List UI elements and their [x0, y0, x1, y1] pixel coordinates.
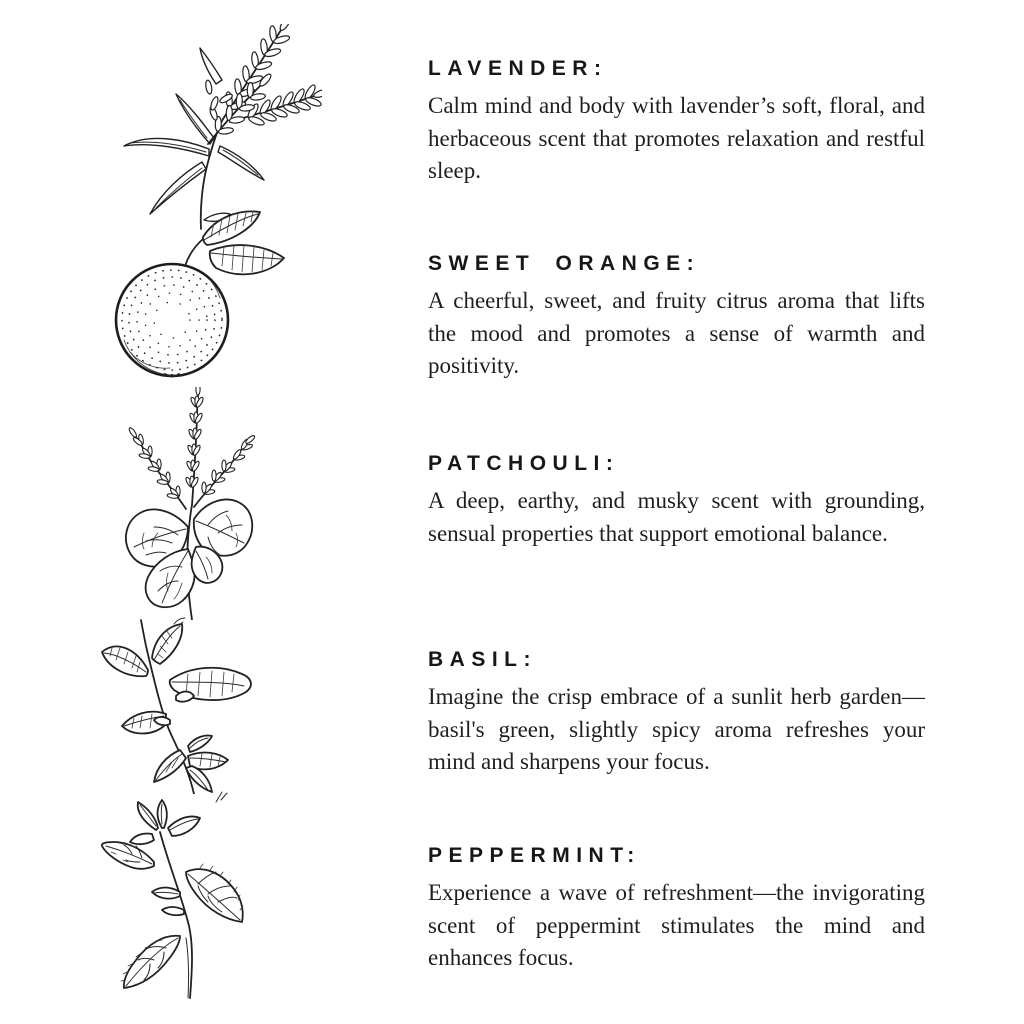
peppermint-left-leaf	[102, 842, 154, 869]
sweet-orange-illustration	[112, 206, 294, 380]
orange-fruit	[116, 264, 228, 377]
peppermint-top-leaf-cluster	[130, 800, 200, 844]
peppermint-botanical-icon	[96, 788, 248, 1002]
sweet-orange-description: A cheerful, sweet, and fruity citrus aroma that lifts the mood and promotes a sense of warmth and positivity.	[428, 288, 925, 378]
orange-leaves	[203, 211, 284, 274]
patchouli-tufts-right	[202, 434, 256, 495]
patchouli-illustration	[108, 387, 266, 620]
peppermint-title: PEPPERMINT:	[428, 844, 641, 867]
lavender-description: Calm mind and body with lavender’s soft, floral, and herbaceous scent that promotes relaxation and restful sleep.	[428, 93, 925, 183]
basil-leaves	[102, 624, 251, 792]
basil-botanical-icon	[96, 616, 258, 794]
basil-section-text	[428, 648, 925, 779]
patchouli-description: A deep, earthy, and musky scent with grounding, sensual properties that support emotional balance.	[428, 488, 925, 546]
lavender-title: LAVENDER:	[428, 57, 608, 80]
patchouli-flower-spikes	[128, 387, 256, 509]
orange-botanical-icon	[112, 206, 294, 380]
sweet-orange-title: SWEET ORANGE:	[428, 252, 701, 275]
patchouli-tufts-left	[128, 427, 180, 499]
peppermint-description: Experience a wave of refreshment—the invigorating scent of peppermint stimulates the mind and enhances focus.	[428, 880, 925, 970]
peppermint-section-text	[428, 844, 925, 975]
patchouli-botanical-icon	[108, 387, 266, 620]
patchouli-section-text	[428, 452, 925, 550]
lavender-flower-spikes	[205, 24, 322, 144]
peppermint-right-leaf	[186, 864, 243, 922]
peppermint-illustration	[96, 788, 248, 1002]
peppermint-bottom-leaf	[121, 936, 180, 988]
lavender-botanical-icon	[88, 24, 322, 232]
basil-illustration	[96, 616, 258, 794]
patchouli-leaves	[126, 500, 252, 608]
basil-title: BASIL:	[428, 648, 537, 671]
basil-description: Imagine the crisp embrace of a sunlit herb garden—basil's green, slightly spicy aroma refreshes your mind and sharpens your focus.	[428, 684, 925, 774]
lavender-section-text	[428, 57, 925, 188]
lavender-illustration	[88, 24, 322, 232]
peppermint-middle-leaves	[152, 888, 184, 916]
sweet-orange-section-text	[428, 252, 925, 383]
patchouli-title: PATCHOULI:	[428, 452, 620, 475]
